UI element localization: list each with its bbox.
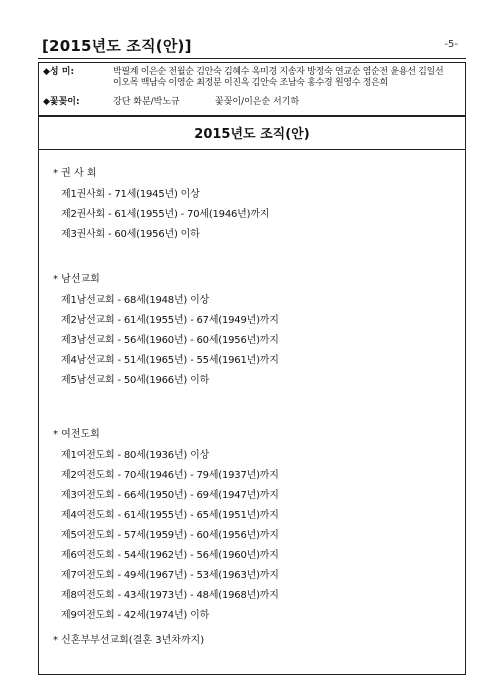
info-divider (39, 115, 465, 117)
list-item: 제9여전도회 - 42세(1974년) 이하 (61, 610, 210, 621)
list-item: 제1권사회 - 71세(1945년) 이상 (61, 189, 200, 200)
list-item: 제5남선교회 - 50세(1966년) 이하 (61, 375, 210, 386)
list-item: 제2남선교회 - 61세(1955년) - 67세(1949년)까지 (61, 315, 279, 326)
members-line-2: 이오목 백남숙 이영순 최정분 이진옥 김안숙 조남숙 홍수경 원영수 정은희 (113, 78, 388, 88)
members-list (113, 67, 461, 89)
section-head-newlywed-mission: * 신혼부부선교회(결혼 3년차까지) (53, 635, 205, 646)
list-item: 제1여전도회 - 80세(1936년) 이상 (61, 450, 210, 461)
content-box (38, 62, 466, 675)
box-title: 2015년도 조직(안) (194, 127, 310, 142)
list-item: 제4남선교회 - 51세(1965년) - 55세(1961년)까지 (61, 355, 279, 366)
list-item: 제7여전도회 - 49세(1967년) - 53세(1963년)까지 (61, 570, 279, 581)
section-head-gwonsa: * 권 사 회 (53, 168, 97, 179)
section-head-men-mission: * 남선교회 (53, 274, 100, 285)
section-head-women-mission: * 여전도회 (53, 429, 100, 440)
list-item: 제2여전도회 - 70세(1946년) - 79세(1937년)까지 (61, 470, 279, 481)
list-item: 제4여전도회 - 61세(1955년) - 65세(1951년)까지 (61, 510, 279, 521)
list-item: 제3권사회 - 60세(1956년) 이하 (61, 229, 200, 240)
members-line-1: 박필계 이은순 전월순 김안숙 김혜수 옥미경 지송자 방정숙 연교순 염순전 윤용선 김일선 (113, 67, 444, 77)
page-title: [2015년도 조직(안)] (42, 37, 192, 55)
header-divider (38, 58, 466, 59)
list-item: 제8여전도회 - 43세(1973년) - 48세(1968년)까지 (61, 590, 279, 601)
flower-arrangement-sponsor: 꽃꽂이/이은순 서기하 (215, 97, 300, 107)
members-label: ◆성 미: (43, 67, 75, 77)
page-number: -5- (444, 39, 458, 50)
list-item: 제3여전도회 - 66세(1950년) - 69세(1947년)까지 (61, 490, 279, 501)
title-divider (39, 149, 465, 150)
list-item: 제3남선교회 - 56세(1960년) - 60세(1956년)까지 (61, 335, 279, 346)
list-item: 제5여전도회 - 57세(1959년) - 60세(1956년)까지 (61, 530, 279, 541)
flower-label: ◆꽃꽂이: (43, 97, 80, 107)
page-header (38, 33, 458, 57)
list-item: 제2권사회 - 61세(1955년) - 70세(1946년)까지 (61, 209, 270, 220)
list-item: 제6여전도회 - 54세(1962년) - 56세(1960년)까지 (61, 550, 279, 561)
altar-flower-sponsor: 강단 화분/박노규 (113, 97, 180, 107)
list-item: 제1남선교회 - 68세(1948년) 이상 (61, 295, 210, 306)
